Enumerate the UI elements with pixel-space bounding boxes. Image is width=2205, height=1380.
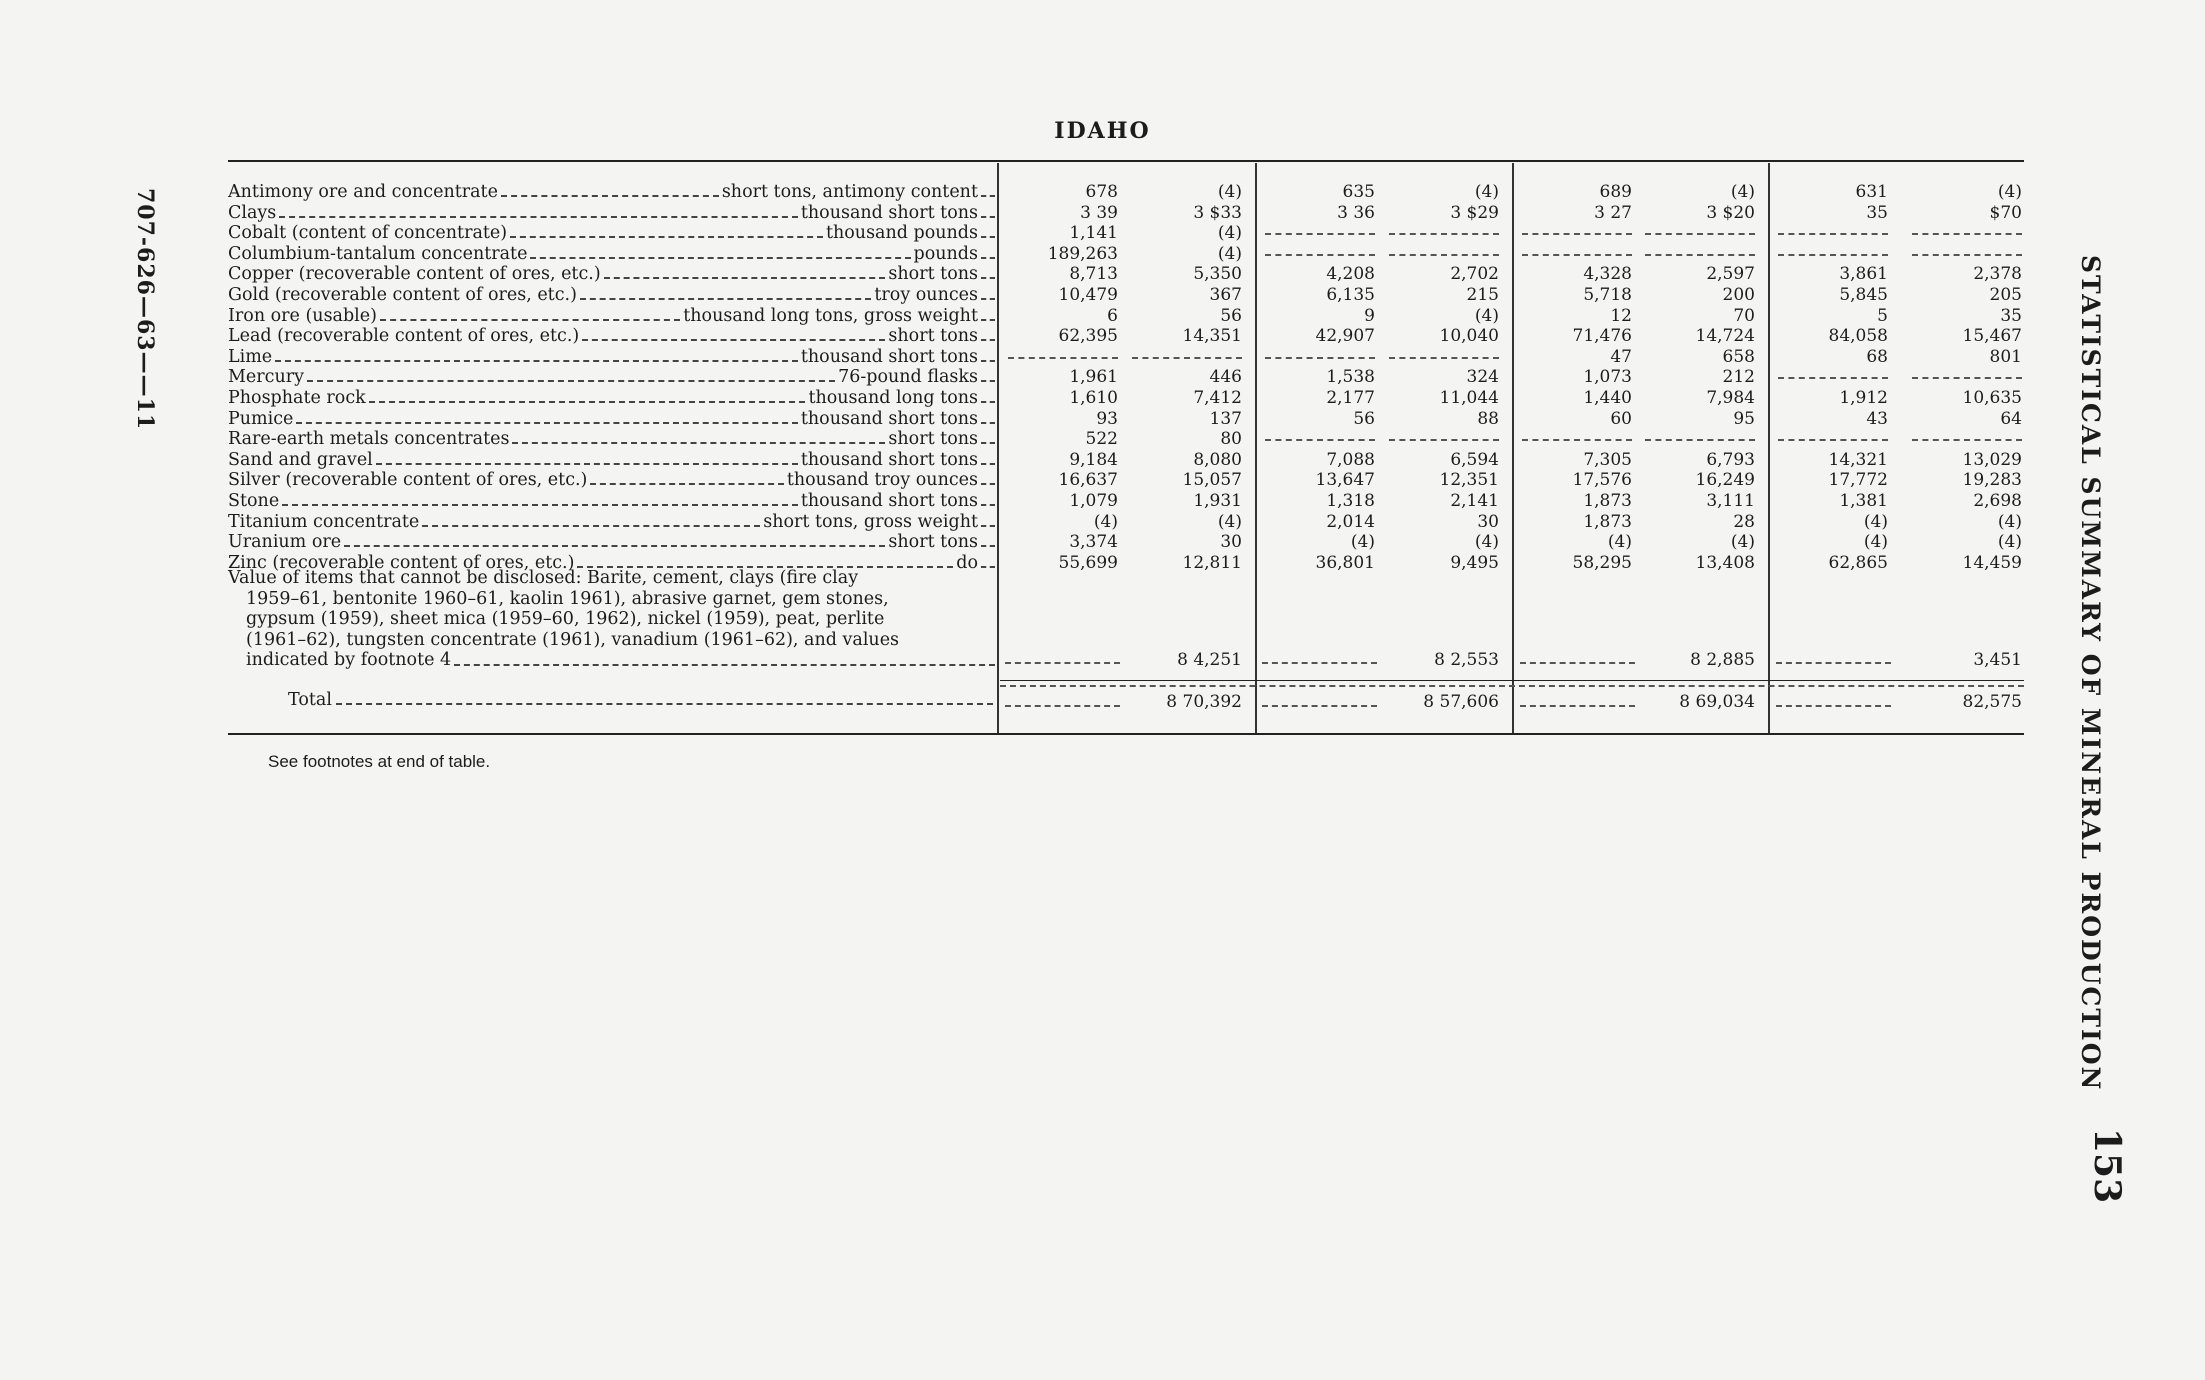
- unit-label: thousand short tons: [800, 490, 978, 511]
- value-cell: 35: [2000, 305, 2022, 326]
- subtotal-rule: [1000, 685, 2024, 687]
- mineral-name: Clays: [228, 202, 277, 223]
- value-cell: 47: [1610, 346, 1632, 367]
- row-label: [228, 409, 998, 429]
- row-label: [228, 491, 998, 511]
- value-cell: 5,350: [1193, 264, 1242, 285]
- value-cell: 3 $29: [1450, 202, 1499, 223]
- mineral-name: Lime: [228, 346, 273, 367]
- value-cell: (4): [1217, 182, 1242, 202]
- total-cell: 82,575: [1962, 692, 2022, 712]
- value-cell: 7,305: [1583, 449, 1632, 470]
- empty-cell-leader: [1265, 244, 1375, 256]
- value-cell: 3,111: [1706, 490, 1755, 511]
- value-cell: 80: [1220, 429, 1242, 450]
- value-cell: 1,538: [1326, 367, 1375, 388]
- value-cell: 689: [1599, 182, 1632, 202]
- column-divider: [1512, 163, 1514, 733]
- value-cell: 10,635: [1962, 387, 2022, 408]
- value-cell: 6,594: [1450, 449, 1499, 470]
- value-cell: 16,637: [1058, 470, 1118, 491]
- empty-cell-leader: [1522, 244, 1632, 256]
- mineral-name: Stone: [228, 490, 280, 511]
- value-cell: 5,845: [1839, 284, 1888, 305]
- value-cell: 1,073: [1583, 367, 1632, 388]
- unit-label: pounds: [913, 243, 978, 264]
- mineral-name: Cobalt (content of concentrate): [228, 223, 508, 244]
- mineral-name: Mercury: [228, 367, 304, 388]
- value-cell: 2,378: [1973, 264, 2022, 285]
- value-cell: 1,931: [1193, 490, 1242, 511]
- value-cell: 17,772: [1828, 470, 1888, 491]
- total-label: Total: [288, 690, 993, 710]
- value-cell: (4): [1093, 511, 1118, 532]
- value-cell: 30: [1220, 532, 1242, 553]
- value-cell: 3 36: [1337, 202, 1375, 223]
- unit-label: short tons, antimony content: [721, 182, 978, 202]
- total-cell: 8 57,606: [1423, 692, 1499, 712]
- row-label: [228, 223, 998, 243]
- value-cell: $70: [1989, 202, 2022, 223]
- value-cell: 9: [1364, 305, 1375, 326]
- value-cell: 14,351: [1182, 326, 1242, 347]
- unit-label: short tons: [888, 429, 978, 450]
- empty-cell-leader: [1776, 705, 1891, 707]
- value-cell: (4): [1217, 223, 1242, 244]
- unit-label: thousand pounds: [825, 223, 978, 244]
- empty-cell-leader: [1389, 244, 1499, 256]
- value-cell: 4,208: [1326, 264, 1375, 285]
- value-cell: 8,080: [1193, 449, 1242, 470]
- value-cell: 8 2,553: [1434, 650, 1499, 670]
- value-cell: 446: [1209, 367, 1242, 388]
- unit-label: 76-pound flasks: [838, 367, 978, 388]
- row-label: [228, 367, 998, 387]
- empty-cell-leader: [1132, 347, 1242, 359]
- empty-cell-leader: [1645, 429, 1755, 441]
- value-cell: (4): [1863, 511, 1888, 532]
- empty-cell-leader: [1778, 429, 1888, 441]
- empty-cell-leader: [1008, 347, 1118, 359]
- value-cell: (4): [1607, 532, 1632, 553]
- value-cell: 15,057: [1182, 470, 1242, 491]
- value-cell: 14,724: [1695, 326, 1755, 347]
- value-cell: 12,351: [1439, 470, 1499, 491]
- value-cell: 1,381: [1839, 490, 1888, 511]
- value-cell: 6: [1107, 305, 1118, 326]
- value-cell: 3,861: [1839, 264, 1888, 285]
- value-cell: 10,040: [1439, 326, 1499, 347]
- value-cell: 62,865: [1828, 552, 1888, 573]
- value-cell: (4): [1217, 511, 1242, 532]
- page-number: 153: [2086, 1128, 2128, 1204]
- value-cell: (4): [1474, 182, 1499, 202]
- empty-cell-leader: [1645, 244, 1755, 256]
- unit-label: thousand short tons: [800, 202, 978, 223]
- row-label: [228, 429, 998, 449]
- empty-cell-leader: [1389, 347, 1499, 359]
- unit-label: short tons: [888, 326, 978, 347]
- value-cell: 70: [1733, 305, 1755, 326]
- print-code: 707-626—63——11: [132, 188, 158, 431]
- value-line: gypsum (1959), sheet mica (1959–60, 1962), nickel (1959), peat, perlite: [246, 609, 885, 629]
- value-cell: 11,044: [1439, 387, 1499, 408]
- value-cell: 5,718: [1583, 284, 1632, 305]
- value-cell: 678: [1085, 182, 1118, 202]
- value-cell: (4): [1474, 532, 1499, 553]
- mineral-name: Silver (recoverable content of ores, etc.): [228, 470, 588, 491]
- value-cell: 367: [1209, 284, 1242, 305]
- empty-cell-leader: [1262, 662, 1377, 664]
- empty-cell-leader: [1265, 347, 1375, 359]
- row-label: [228, 264, 998, 284]
- value-cell: 4,328: [1583, 264, 1632, 285]
- value-cell: 16,249: [1695, 470, 1755, 491]
- value-cell: 13,647: [1315, 470, 1375, 491]
- value-cell: 28: [1733, 511, 1755, 532]
- value-cell: 1,961: [1069, 367, 1118, 388]
- empty-cell-leader: [1262, 705, 1377, 707]
- unit-label: short tons: [888, 532, 978, 553]
- value-cell: 7,984: [1706, 387, 1755, 408]
- value-cell: 15,467: [1962, 326, 2022, 347]
- row-label: [228, 326, 998, 346]
- value-cell: 10,479: [1058, 284, 1118, 305]
- empty-cell-leader: [1912, 244, 2022, 256]
- value-cell: 1,440: [1583, 387, 1632, 408]
- value-cell: 2,702: [1450, 264, 1499, 285]
- unit-label: thousand short tons: [800, 346, 978, 367]
- value-cell: 9,495: [1450, 552, 1499, 573]
- table-top-rule: [228, 160, 2024, 162]
- mineral-name: Uranium ore: [228, 532, 342, 553]
- row-label: [228, 203, 998, 223]
- value-cell: 8 4,251: [1177, 650, 1242, 670]
- value-cell: 84,058: [1828, 326, 1888, 347]
- footnote-reference: See footnotes at end of table.: [268, 752, 491, 771]
- value-cell: 522: [1085, 429, 1118, 450]
- value-cell: 5: [1877, 305, 1888, 326]
- value-cell: 35: [1866, 202, 1888, 223]
- value-line: (1961–62), tungsten concentrate (1961), vanadium (1961–62), and values: [246, 629, 900, 650]
- value-cell: 14,321: [1828, 449, 1888, 470]
- mineral-name: Iron ore (usable): [228, 305, 377, 326]
- value-cell: 1,912: [1839, 387, 1888, 408]
- unit-label: thousand short tons: [800, 449, 978, 470]
- empty-cell-leader: [1912, 429, 2022, 441]
- value-cell: 2,014: [1326, 511, 1375, 532]
- value-cell: 3 39: [1080, 202, 1118, 223]
- value-cell: (4): [1474, 305, 1499, 326]
- value-cell: 9,184: [1069, 449, 1118, 470]
- value-cell: 12,811: [1182, 552, 1242, 573]
- mineral-name: Columbium-tantalum concentrate: [228, 243, 528, 264]
- value-cell: 635: [1342, 182, 1375, 202]
- value-cell: 13,029: [1962, 449, 2022, 470]
- value-cell: 215: [1466, 284, 1499, 305]
- value-cell: 200: [1722, 284, 1755, 305]
- value-cell: 631: [1855, 182, 1888, 202]
- value-cell: 30: [1477, 511, 1499, 532]
- unit-label: short tons, gross weight: [763, 511, 978, 532]
- empty-cell-leader: [1645, 223, 1755, 235]
- value-cell: 1,873: [1583, 490, 1632, 511]
- value-cell: 7,088: [1326, 449, 1375, 470]
- value-cell: 36,801: [1315, 552, 1375, 573]
- value-cell: 1,079: [1069, 490, 1118, 511]
- unit-label: thousand troy ounces: [786, 470, 978, 491]
- mineral-name: Sand and gravel: [228, 449, 373, 470]
- empty-cell-leader: [1776, 662, 1891, 664]
- empty-cell-leader: [1912, 223, 2022, 235]
- empty-cell-leader: [1522, 223, 1632, 235]
- unit-label: thousand long tons, gross weight: [683, 305, 978, 326]
- table-bottom-rule: [228, 733, 2024, 735]
- row-label: [228, 388, 998, 408]
- value-cell: 62,395: [1058, 326, 1118, 347]
- value-cell: (4): [1350, 532, 1375, 553]
- row-label: [228, 512, 998, 532]
- mineral-name: Rare-earth metals concentrates: [228, 429, 510, 450]
- value-cell: 58,295: [1572, 552, 1632, 573]
- empty-cell-leader: [1520, 705, 1635, 707]
- value-cell: 1,318: [1326, 490, 1375, 511]
- empty-cell-leader: [1778, 244, 1888, 256]
- value-cell: 137: [1209, 408, 1242, 429]
- value-cell: 2,177: [1326, 387, 1375, 408]
- value-cell: 1,610: [1069, 387, 1118, 408]
- row-label: [228, 244, 998, 264]
- value-cell: (4): [1997, 182, 2022, 202]
- value-cell: 658: [1722, 346, 1755, 367]
- value-cell: 43: [1866, 408, 1888, 429]
- column-divider: [1255, 163, 1257, 733]
- value-cell: (4): [1730, 532, 1755, 553]
- mineral-name: Gold (recoverable content of ores, etc.): [228, 284, 577, 305]
- value-cell: 64: [2000, 408, 2022, 429]
- value-cell: 88: [1477, 408, 1499, 429]
- empty-cell-leader: [1265, 223, 1375, 235]
- empty-cell-leader: [1389, 429, 1499, 441]
- empty-cell-leader: [1912, 367, 2022, 379]
- value-cell: 3 27: [1594, 202, 1632, 223]
- value-cell: 95: [1733, 408, 1755, 429]
- row-label: [228, 306, 998, 326]
- page-title: IDAHO: [1054, 118, 1151, 144]
- undisclosed-value-label: [228, 568, 998, 671]
- value-cell: 6,135: [1326, 284, 1375, 305]
- unit-label: short tons: [888, 264, 978, 285]
- value-cell: 2,141: [1450, 490, 1499, 511]
- value-cell: 56: [1220, 305, 1242, 326]
- value-cell: 801: [1989, 346, 2022, 367]
- unit-label: troy ounces: [874, 284, 978, 305]
- value-cell: 93: [1096, 408, 1118, 429]
- row-label: [228, 470, 998, 490]
- mineral-name: Pumice: [228, 408, 294, 429]
- value-line: Value of items that cannot be disclosed: Barite, cement, clays (fire clay: [228, 568, 859, 588]
- value-cell: 189,263: [1047, 243, 1118, 264]
- mineral-name: Zinc (recoverable content of ores, etc.): [228, 552, 575, 573]
- value-cell: 17,576: [1572, 470, 1632, 491]
- running-title: STATISTICAL SUMMARY OF MINERAL PRODUCTION: [2076, 255, 2105, 1092]
- value-cell: 2,597: [1706, 264, 1755, 285]
- empty-cell-leader: [1778, 223, 1888, 235]
- value-cell: 212: [1722, 367, 1755, 388]
- empty-cell-leader: [1005, 662, 1120, 664]
- row-label: [228, 347, 998, 367]
- value-cell: 1,141: [1069, 223, 1118, 244]
- value-cell: (4): [1997, 532, 2022, 553]
- value-cell: (4): [1217, 243, 1242, 264]
- empty-cell-leader: [1265, 429, 1375, 441]
- value-cell: 3,374: [1069, 532, 1118, 553]
- row-label: [228, 532, 998, 552]
- total-cell: 8 70,392: [1166, 692, 1242, 712]
- mineral-name: Phosphate rock: [228, 387, 366, 408]
- value-cell: (4): [1997, 511, 2022, 532]
- value-cell: 68: [1866, 346, 1888, 367]
- row-label: [228, 285, 998, 305]
- mineral-name: Antimony ore and concentrate: [228, 182, 498, 202]
- value-line: indicated by footnote 4: [228, 650, 998, 671]
- value-cell: 205: [1989, 284, 2022, 305]
- unit-label: thousand long tons: [808, 387, 978, 408]
- total-cell: 8 69,034: [1679, 692, 1755, 712]
- value-cell: 71,476: [1572, 326, 1632, 347]
- value-cell: 8 2,885: [1690, 650, 1755, 670]
- value-cell: 1,873: [1583, 511, 1632, 532]
- mineral-name: Copper (recoverable content of ores, etc.): [228, 264, 601, 285]
- empty-cell-leader: [1520, 662, 1635, 664]
- row-label: [228, 450, 998, 470]
- value-cell: (4): [1863, 532, 1888, 553]
- value-cell: 14,459: [1962, 552, 2022, 573]
- value-cell: 7,412: [1193, 387, 1242, 408]
- value-cell: 19,283: [1962, 470, 2022, 491]
- value-cell: 3,451: [1973, 650, 2022, 670]
- value-cell: 42,907: [1315, 326, 1375, 347]
- mineral-name: Lead (recoverable content of ores, etc.): [228, 326, 580, 347]
- empty-cell-leader: [1389, 223, 1499, 235]
- unit-label: thousand short tons: [800, 408, 978, 429]
- column-divider: [1768, 163, 1770, 733]
- value-cell: 8,713: [1069, 264, 1118, 285]
- unit-label: do: [956, 552, 978, 573]
- value-cell: 13,408: [1695, 552, 1755, 573]
- value-cell: 2,698: [1973, 490, 2022, 511]
- value-cell: 6,793: [1706, 449, 1755, 470]
- empty-cell-leader: [1778, 367, 1888, 379]
- value-cell: 60: [1610, 408, 1632, 429]
- empty-cell-leader: [1005, 705, 1120, 707]
- value-cell: 12: [1610, 305, 1632, 326]
- value-cell: 55,699: [1058, 552, 1118, 573]
- row-label: [228, 182, 998, 202]
- mineral-name: Titanium concentrate: [228, 511, 420, 532]
- subtotal-rule: [1000, 680, 2024, 681]
- value-cell: (4): [1730, 182, 1755, 202]
- value-cell: 3 $20: [1706, 202, 1755, 223]
- value-cell: 324: [1466, 367, 1499, 388]
- empty-cell-leader: [1522, 429, 1632, 441]
- value-cell: 56: [1353, 408, 1375, 429]
- value-cell: 3 $33: [1193, 202, 1242, 223]
- value-line: 1959–61, bentonite 1960–61, kaolin 1961), abrasive garnet, gem stones,: [246, 588, 889, 609]
